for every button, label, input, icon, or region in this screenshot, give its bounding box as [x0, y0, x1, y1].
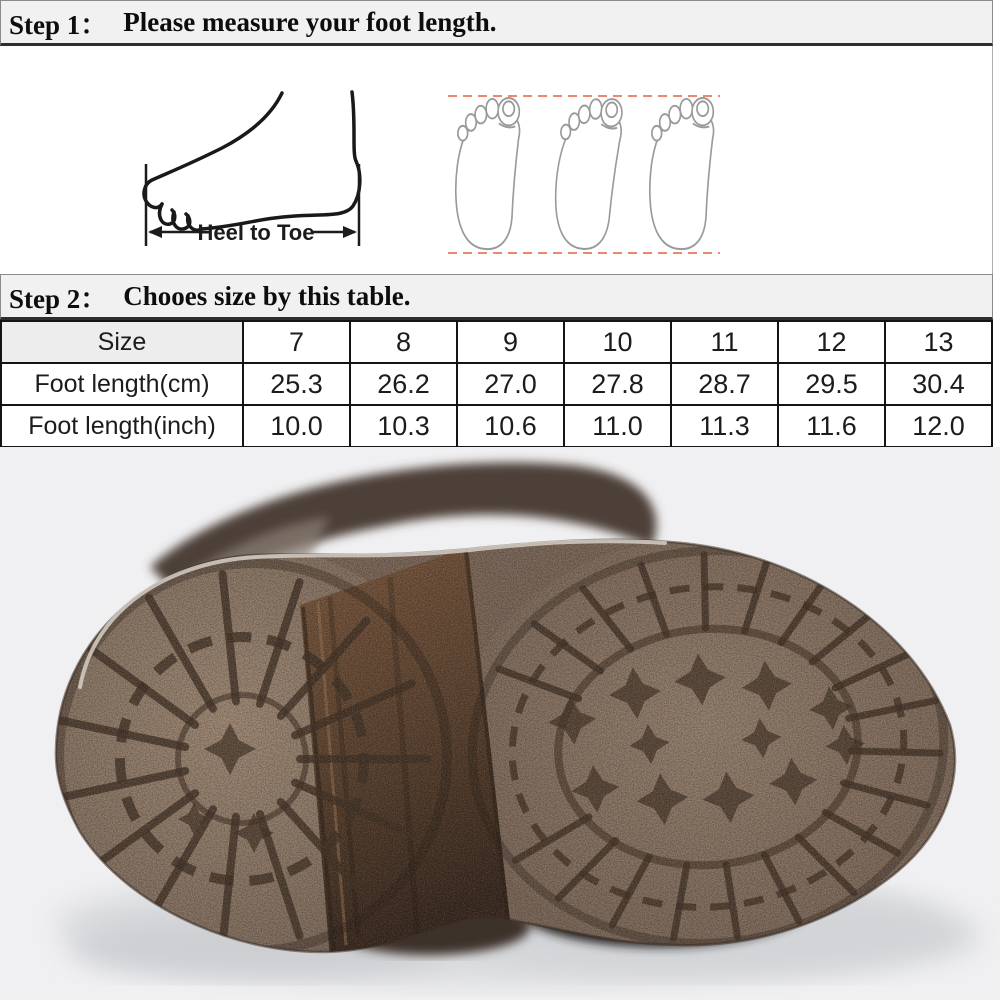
row-label: Size: [1, 321, 243, 363]
inch-cell: 10.6: [457, 405, 564, 447]
size-cell: 13: [885, 321, 992, 363]
measure-diagram: [0, 46, 993, 274]
cm-cell: 27.8: [564, 363, 671, 405]
step2-header: [0, 274, 993, 320]
step1-text: Please measure your foot length.: [123, 6, 497, 37]
inch-cell: 11.6: [778, 405, 885, 447]
arrowhead-left: [148, 226, 162, 238]
size-cell: 10: [564, 321, 671, 363]
foot-outline-2: [553, 96, 623, 250]
table-row: [1, 321, 992, 363]
size-cell: 9: [457, 321, 564, 363]
foot-outline-1: [456, 98, 520, 249]
foot-outline-3: [650, 98, 714, 249]
cm-cell: 26.2: [350, 363, 457, 405]
inch-cell: 11.0: [564, 405, 671, 447]
size-cell: 7: [243, 321, 350, 363]
measure-diagram-svg: [0, 46, 993, 274]
step1-prefix: Step 1：: [9, 9, 108, 40]
size-cell: 11: [671, 321, 778, 363]
step1-header: [0, 0, 993, 46]
inch-cell: 12.0: [885, 405, 992, 447]
size-table: [0, 320, 993, 448]
cm-cell: 30.4: [885, 363, 992, 405]
row-label: Foot length(cm): [1, 363, 243, 405]
cm-cell: 28.7: [671, 363, 778, 405]
size-table-wrap: [0, 320, 993, 448]
size-cell: 8: [350, 321, 457, 363]
inch-cell: 10.0: [243, 405, 350, 447]
inch-cell: 10.3: [350, 405, 457, 447]
row-label: Foot length(inch): [1, 405, 243, 447]
step2-prefix: Step 2：: [9, 283, 108, 314]
size-cell: 12: [778, 321, 885, 363]
cm-cell: 27.0: [457, 363, 564, 405]
table-row: [1, 405, 992, 447]
shoe-sole-photo: [0, 447, 1000, 1000]
measure-label: Heel to Toe: [197, 220, 315, 245]
cm-cell: 29.5: [778, 363, 885, 405]
step2-text: Chooes size by this table.: [123, 280, 411, 311]
foot-side-profile: [144, 92, 360, 230]
sole-photo-svg: [0, 447, 1000, 1000]
cm-cell: 25.3: [243, 363, 350, 405]
table-row: [1, 363, 992, 405]
inch-cell: 11.3: [671, 405, 778, 447]
arrowhead-right: [343, 226, 357, 238]
